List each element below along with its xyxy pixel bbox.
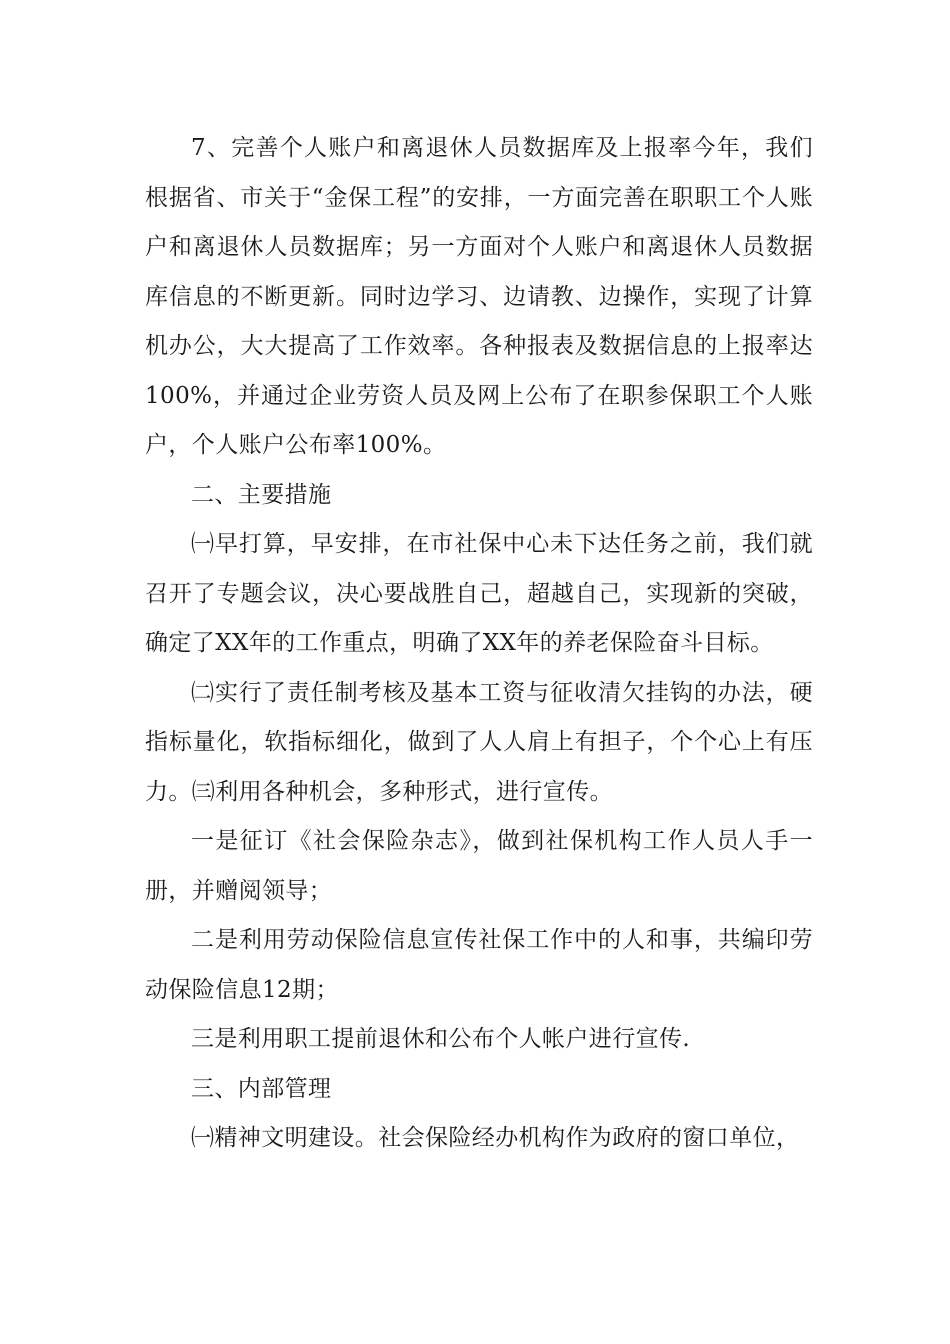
paragraph-spiritual-civilization: ㈠精神文明建设。社会保险经办机构作为政府的窗口单位， <box>191 1125 800 1151</box>
document-body <box>145 124 813 1164</box>
paragraph-early-planning: ㈠早打算，早安排，在市社保中心未下达任务之前，我们就召开了专题会议，决心要战胜自己，超越自己，实现新的突破，确定了XX年的工作重点，明确了XX年的养老保险奋斗目标。 <box>145 531 813 656</box>
paragraph-responsibility-system: ㈡实行了责任制考核及基本工资与征收清欠挂钩的办法，硬指标量化，软指标细化，做到了人人肩上有担子，个个心上有压力。㈢利用各种机会，多种形式，进行宣传。 <box>145 679 813 805</box>
paragraph-early-retirement-publicity: 三是利用职工提前退休和公布个人帐户进行宣传. <box>191 1026 691 1052</box>
section-heading-internal-management: 三、内部管理 <box>191 1075 332 1102</box>
paragraph-database-improvement: 7、完善个人账户和离退休人员数据库及上报率今年，我们根据省、市关于“金保工程”的安排，一方面完善在职职工个人账户和离退休人员数据库；另一方面对个人账户和离退休人员数据库信息的不断更新。同时边学习、边请教、边操作，实现了计算机办公，大大提高了工作效率。各种报表及数据信息的上报率达100%，并通过企业劳资人员及网上公布了在职参保职工个人账户，个人账户公布率100%。 <box>145 135 813 458</box>
paragraph-labor-insurance-info: 二是利用劳动保险信息宣传社保工作中的人和事，共编印劳动保险信息12期； <box>145 927 813 1003</box>
paragraph-magazine-subscription: 一是征订《社会保险杂志》，做到社保机构工作人员人手一册，并赠阅领导； <box>145 828 813 904</box>
section-heading-main-measures: 二、主要措施 <box>191 481 332 508</box>
